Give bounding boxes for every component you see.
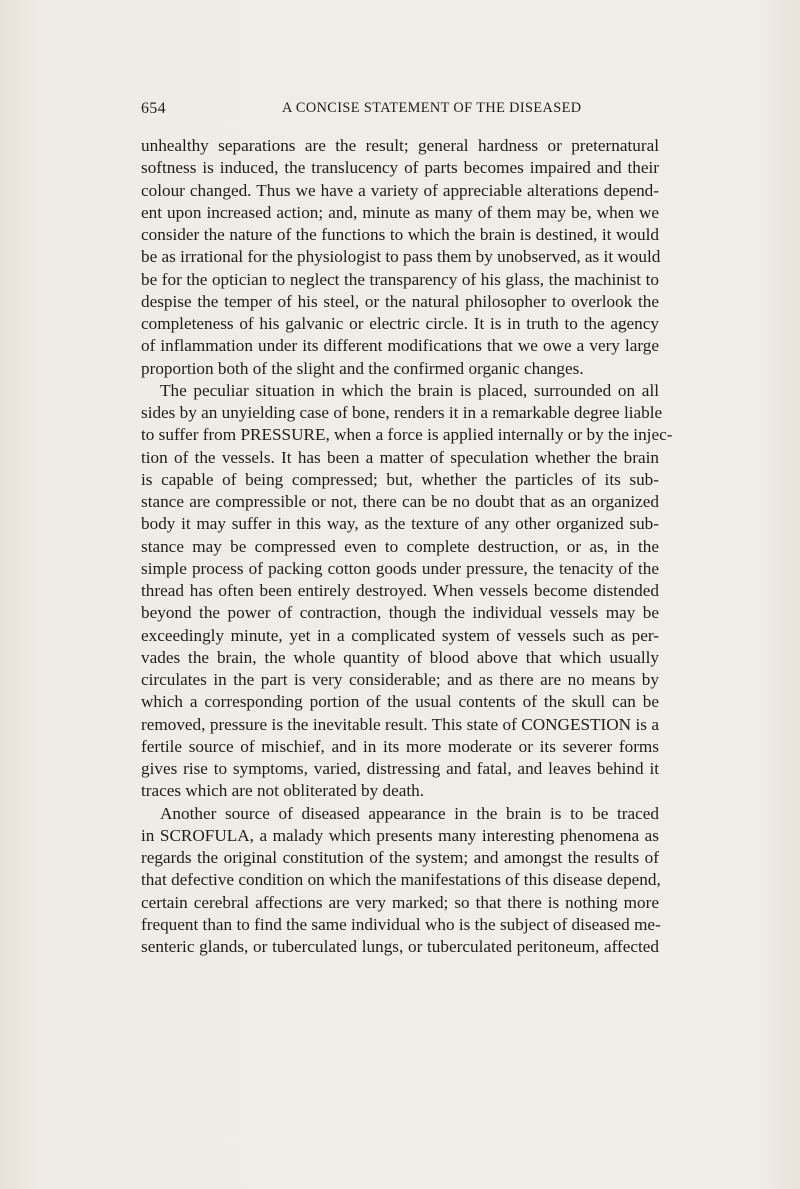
- text-line: beyond the power of contraction, though the individual vessels may be: [141, 603, 659, 623]
- text-line: certain cerebral affections are very marked; so that there is nothing more: [141, 892, 659, 912]
- text-line: sides by an unyielding case of bone, renders it in a remarkable degree liable: [141, 403, 663, 422]
- text-line: tion of the vessels. It has been a matter of speculation whether the brain: [141, 447, 659, 467]
- text-line: to suffer from PRESSURE, when a force is applied internally or by the injec-: [141, 425, 673, 445]
- text-line: which a corresponding portion of the usual contents of the skull can be: [141, 692, 659, 712]
- text-line: be as irrational for the physiologist to pass them by unobserved, as it would: [141, 247, 661, 267]
- text-line: body it may suffer in this way, as the texture of any other organized sub-: [141, 514, 659, 534]
- text-line: despise the temper of his steel, or the natural philosopher to overlook the: [141, 291, 659, 311]
- text-line: removed, pressure is the inevitable result. This state of CONGESTION is a: [141, 714, 659, 734]
- text-line: exceedingly minute, yet in a complicated system of vessels such as per-: [141, 625, 659, 645]
- page-header: [141, 100, 658, 122]
- text-line: that defective condition on which the manifestations of this disease depend,: [141, 870, 661, 890]
- text-line: stance are compressible or not, there can be no doubt that as an organized: [141, 492, 659, 511]
- paragraph-first-line: The peculiar situation in which the brain is placed, surrounded on all: [160, 380, 659, 400]
- text-line: fertile source of mischief, and in its more moderate or its severer forms: [141, 736, 659, 756]
- text-line: unhealthy separations are the result; general hardness or preternatural: [141, 136, 659, 155]
- text-line: is capable of being compressed; but, whether the particles of its sub-: [141, 469, 659, 489]
- text-line: simple process of packing cotton goods under pressure, the tenacity of the: [141, 558, 659, 578]
- text-line: softness is induced, the translucency of parts becomes impaired and their: [141, 158, 659, 178]
- text-line: be for the optician to neglect the transparency of his glass, the machinist to: [141, 269, 659, 289]
- running-head: A CONCISE STATEMENT OF THE DISEASED: [282, 100, 582, 116]
- paragraph-last-line: proportion both of the slight and the confirmed organic changes.: [141, 358, 584, 378]
- text-line: circulates in the part is very considerable; and as there are no means by: [141, 670, 659, 689]
- text-line: completeness of his galvanic or electric circle. It is in truth to the agency: [141, 314, 659, 333]
- text-line: ent upon increased action; and, minute as many of them may be, when we: [141, 202, 659, 222]
- text-line: vades the brain, the whole quantity of blood above that which usually: [141, 647, 659, 667]
- text-line: frequent than to find the same individual who is the subject of diseased me-: [141, 914, 661, 934]
- text-line: consider the nature of the functions to which the brain is destined, it would: [141, 225, 659, 244]
- page-number: 654: [141, 100, 166, 117]
- text-line: colour changed. Thus we have a variety of appreciable alterations depend-: [141, 180, 659, 200]
- text-line: of inflammation under its different modifications that we owe a very large: [141, 336, 659, 356]
- text-line: stance may be compressed even to complete destruction, or as, in the: [141, 536, 659, 556]
- text-line: senteric glands, or tuberculated lungs, or tuberculated peritoneum, affected: [141, 937, 659, 956]
- text-line: in SCROFULA, a malady which presents many interesting phenomena as: [141, 825, 659, 845]
- text-line: regards the original constitution of the system; and amongst the results of: [141, 848, 659, 867]
- paragraph-last-line: traces which are not obliterated by death.: [141, 781, 424, 801]
- text-line: thread has often been entirely destroyed. When vessels become distended: [141, 581, 659, 600]
- body-text: [141, 135, 673, 958]
- text-line: gives rise to symptoms, varied, distressing and fatal, and leaves behind it: [141, 759, 659, 778]
- paragraph-first-line: Another source of diseased appearance in the brain is to be traced: [160, 803, 659, 823]
